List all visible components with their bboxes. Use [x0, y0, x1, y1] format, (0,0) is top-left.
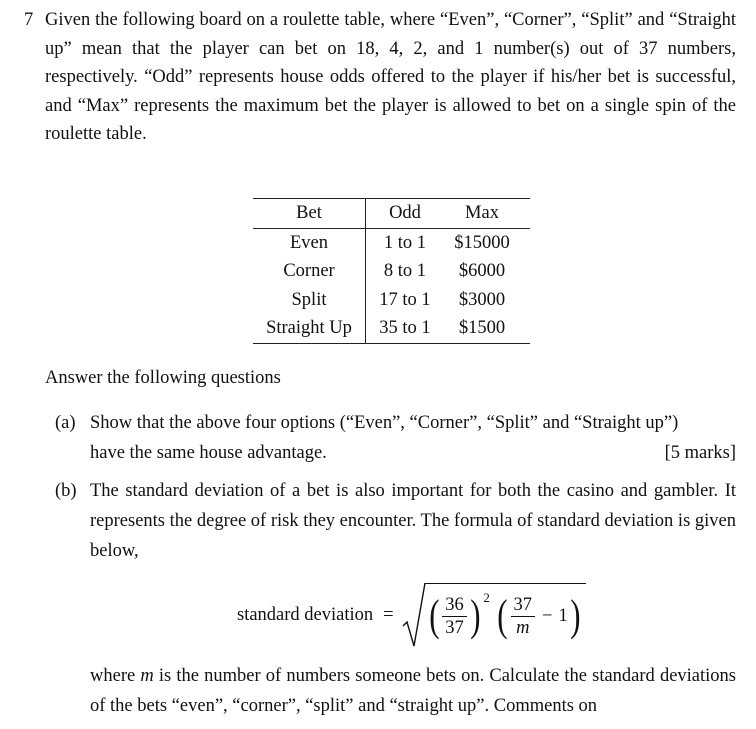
- table-row: [253, 286, 530, 315]
- part-b-label: (b): [55, 481, 77, 501]
- odd-cell: 1 to 1: [383, 232, 427, 253]
- frac1-numerator: 36: [442, 594, 467, 617]
- header-bet: Bet: [253, 199, 366, 229]
- bet-cell: Corner: [253, 257, 366, 286]
- square-root: [402, 582, 587, 648]
- left-paren: (: [497, 591, 508, 640]
- part-a-line2: have the same house advantage.: [90, 443, 327, 463]
- formula-equals: =: [383, 604, 394, 625]
- formula-label: standard deviation: [237, 604, 374, 625]
- question-7: [24, 6, 736, 149]
- table-header-row: [253, 199, 530, 229]
- max-cell: $1500: [458, 318, 506, 339]
- left-paren: (: [428, 591, 440, 640]
- max-cell: $6000: [458, 261, 506, 282]
- question-intro: Given the following board on a roulette table, where “Even”, “Corner”, “Split” and “Straight up” mean that the player can bet on 18, 4, 2, and 1 number(s) out of 37 numbers, respectively. “Odd” represents house odds offered to the player if his/her bet is successful, and “Max” represents the maximum bet the player is allowed to bet on a single spin of the roulette table.: [45, 10, 736, 145]
- fraction-37-m: [511, 594, 536, 639]
- header-max: Max: [465, 203, 499, 223]
- part-a-marks: [5 marks]: [664, 443, 736, 463]
- right-paren: ): [569, 591, 581, 640]
- frac2-numerator: 37: [511, 594, 536, 617]
- bet-cell: Split: [253, 286, 366, 315]
- odd-cell: 35 to 1: [379, 318, 431, 339]
- bet-cell: Straight Up: [253, 314, 366, 343]
- max-cell: $15000: [454, 232, 510, 253]
- radicand: [425, 583, 587, 648]
- frac1-denominator: 37: [445, 617, 464, 638]
- header-odd: Odd: [389, 203, 421, 223]
- exponent: 2: [483, 590, 490, 605]
- odd-cell: 17 to 1: [379, 289, 431, 310]
- question-number: 7: [24, 10, 34, 30]
- right-paren: ): [469, 591, 481, 640]
- odd-cell: 8 to 1: [383, 261, 427, 282]
- answer-heading: Answer the following questions: [45, 368, 281, 388]
- std-dev-formula: [237, 580, 586, 650]
- part-a-line1: Show that the above four options (“Even”, “Corner”, “Split” and “Straight up”): [90, 413, 679, 433]
- bet-cell: Even: [253, 228, 366, 257]
- part-b: [55, 476, 736, 566]
- part-b-text: The standard deviation of a bet is also important for both the casino and gambler. It represents the degree of risk they encounter. The formula of standard deviation is given below,: [90, 481, 736, 561]
- table-row: [253, 257, 530, 286]
- radical-sign-icon: [402, 582, 426, 648]
- table-row: [253, 228, 530, 257]
- frac2-denominator: m: [516, 617, 530, 638]
- part-a: [55, 408, 736, 468]
- minus-sign: −: [542, 605, 553, 626]
- variable-m: m: [140, 666, 154, 686]
- max-cell: $3000: [458, 289, 506, 310]
- roulette-bet-table: [253, 198, 530, 344]
- constant-one: 1: [558, 605, 568, 626]
- where-word: where: [90, 666, 136, 686]
- fraction-36-37: [442, 594, 467, 639]
- after-formula-text: is the number of numbers someone bets on. Calculate the standard deviations of the bets “even”, “corner”, “split” and “straight up”. Comments on: [90, 666, 736, 716]
- after-formula-paragraph: [90, 661, 736, 721]
- part-a-label: (a): [55, 413, 76, 433]
- table-row: [253, 314, 530, 343]
